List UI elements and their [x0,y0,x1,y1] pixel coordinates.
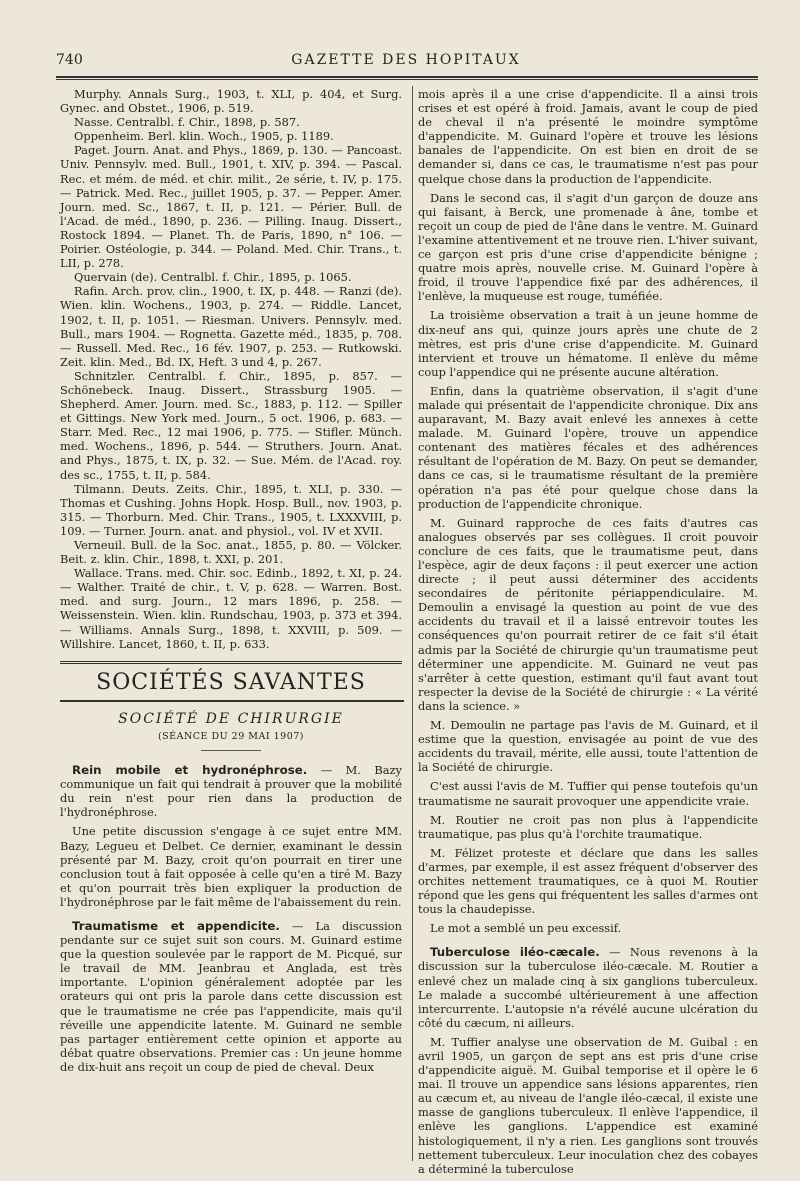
reference-entry: Verneuil. Bull. de la Soc. anat., 1855, p. 80. — Völcker. Beit. z. klin. Chir., 1898, t. XXI, p. 201. [60,538,402,567]
paragraph-text: M. Guinard rapproche de ces faits d'autres cas analogues observés par ses collègues. Il croit pouvoir conclure de ces faits, que le traumatisme peut, dans l'espèce, agir de deux façons : il peut exercer une action directe ; il peut aussi déterminer des accidents secondaires de péritonite périappendiculaire. M. Demoulin a envisagé la question au point de vue des accidents du travail et il a laissé entrevoir toutes les conséquences qu'on pourrait retirer de ce fait s'il était admis par la Société de chirurgie qu'un traumatisme peut déterminer une appendicite. M. Guinard ne veut pas s'arrêter à cette question, estimant qu'il faut avant tout respecter la devise de la Société de chirurgie : « La vérité dans la science. » [418,515,758,713]
session-date: (SÉANCE DU 29 MAI 1907) [157,730,305,742]
reference-entry: Wallace. Trans. med. Chir. soc. Edinb., 1892, t. XI, p. 24. — Walther. Traité de chir., t. V, p. 628. — Warren. Bost. med. and surg. Journ., 12 mars 1896, p. 258. — Weissenstein. Wien. klin. Rundschau, 1903, p. 373 et 394. — Williams. Annals Surg., 1898, t. XXVIII, p. 509. — Willshire. Lancet, 1860, t. II, p. 633. [60,566,402,651]
paragraph-heading: Traumatisme et appendicite. [72,918,280,933]
article-paragraph [60,763,402,819]
reference-entry: Oppenheim. Berl. klin. Woch., 1905, p. 1189. [74,129,334,144]
article-paragraph [418,921,758,935]
paragraph-heading: Rein mobile et hydronéphrose. [72,763,308,778]
paragraph-text: M. Routier ne croit pas non plus à l'appendicite traumatique, pas plus qu'à l'orchite traumatique. [418,812,758,841]
left-article-body [60,763,402,1074]
reference-entry: Murphy. Annals Surg., 1903, t. XLI, p. 404, et Surg. Gynec. and Obstet., 1906, p. 519. [60,87,402,116]
left-column [60,87,402,1079]
paragraph-heading: Tuberculose iléo-cæcale. [430,945,600,960]
reference-entry: Schnitzler. Centralbl. f. Chir., 1895, p. 857. — Schönebeck. Inaug. Dissert., Strassburg 1905. — Shepherd. Amer. Journ. med. Sc., 1883, p. 112. — Spiller et Gittings. New York med. Journ., 5 oct. 1906, p. 683. — Starr. Med. Rec., 12 mai 1906, p. 775. — Stifler. Münch. med. Wochens., 1896, p. 544. — Struthers. Journ. Anat. and Phys., 1875, t. IX, p. 32. — Sue. Mém. de l'Acad. roy. des sc., 1755, t. II, p. 584. [60,368,402,482]
reference-entry: Quervain (de). Centralbl. f. Chir., 1895, p. 1065. [74,270,352,285]
reference-entry: Nasse. Centralbl. f. Chir., 1898, p. 587. [74,115,300,130]
article-paragraph [418,718,758,774]
column-divider [412,86,413,1161]
paragraph-text: Enfin, dans la quatrième observation, il s'agit d'une malade qui présentait de l'appendicite chronique. Dix ans auparavant, M. Bazy avait enlevé les annexes à cette malade. M. Guinard l'opère, trouve un appendice contenant des matières fécales et des adhérences résultant de l'opération de M. Bazy. On peut se demander, dans ce cas, si le traumatisme résultant de la première opération n'a pas été pour quelque chose dans la production de l'appendicite chronique. [418,383,758,511]
article-paragraph [60,919,402,1074]
article-paragraph [418,308,758,378]
right-article-body [418,87,758,1176]
article-paragraph [418,779,758,807]
reference-entry: Paget. Journ. Anat. and Phys., 1869, p. 130. — Pancoast. Univ. Pennsylv. med. Bull., 1901, t. XIV, p. 394. — Pascal. Rec. et mém. de méd. et chir. milit., 2e série, t. IV, p. 175. — Patrick. Med. Rec., juillet 1905, p. 37. — Pepper. Amer. Journ. med. Sc., 1867, t. II, p. 121. — Périer. Bull. de l'Acad. de méd., 1890, p. 236. — Pilling. Inaug. Dissert., Rostock 1894. — Planet. Th. de Paris, 1890, n° 106. — Poirier. Ostéologie, p. 344. — Poland. Med. Chir. Trans., t. LII, p. 278. [60,143,402,271]
paragraph-text: — La discussion pendante sur ce sujet suit son cours. M. Guinard estime que la question soulevée par le rapport de M. Picqué, sur le travail de MM. Jeanbrau et Anglada, est très importante. L'opinion généralement adoptée par les orateurs qui ont pris la parole dans cette discussion est que le traumatisme ne crée pas l'appendicite, mais qu'il réveille une appendicite latente. M. Guinard ne semble pas partager entièrement cette opinion et apporte au débat quatre observations. Premier cas : Un jeune homme de dix-huit ans reçoit un coup de pied de cheval. Deux [60,918,402,1074]
section-title: SOCIÉTÉS SAVANTES [96,669,366,695]
paragraph-text: M. Félizet proteste et déclare que dans les salles d'armes, par exemple, il est assez fréquent d'observer des orchites nettement traumatiques, ce à quoi M. Routier répond que les gens qui fréquentent les salles d'armes ont tous la chaudepisse. [418,845,758,917]
article-paragraph [418,191,758,304]
reference-entry: Tilmann. Deuts. Zeits. Chir., 1895, t. XLI, p. 330. — Thomas et Cushing. Johns Hopk. Hosp. Bull., nov. 1903, p. 315. — Thorburn. Med. Chir. Trans., 1905, t. LXXXVIII, p. 109. — Turner. Journ. anat. and physiol., vol. IV et XVII. [60,481,402,538]
reference-list [60,87,402,651]
paragraph-text: — M. Bazy communique un fait qui tendrait à prouver que la mobilité du rein n'est pour rien dans la production de l'hydronéphrose. [60,763,402,820]
header-rule-thin [56,79,758,80]
header-rule [56,76,758,78]
article-paragraph [418,813,758,841]
short-rule [201,750,261,751]
page-number: 740 [56,52,83,68]
article-paragraph [418,516,758,713]
journal-title: GAZETTE DES HOPITAUX [291,52,521,68]
reference-entry: Rafin. Arch. prov. clin., 1900, t. IX, p. 448. — Ranzi (de). Wien. klin. Wochens., 1903, p. 274. — Riddle. Lancet, 1902, t. II, p. 1051. — Riesman. Univers. Pennsylv. med. Bull., mars 1904. — Rognetta. Gazette méd., 1835, p. 708. — Russell. Med. Rec., 16 fév. 1907, p. 253. — Rutkowski. Zeit. klin. Med., Bd. IX, Heft. 3 und 4, p. 267. [60,284,402,369]
right-column [418,87,758,1181]
article-paragraph [60,824,402,909]
paragraph-text: Dans le second cas, il s'agit d'un garçon de douze ans qui faisant, à Berck, une promenade à âne, tombe et reçoit un coup de pied de l'âne dans le ventre. M. Guinard l'examine attentivement et ne trouve rien. L'hiver suivant, ce garçon est pris d'une crise d'appendicite bénigne ; quatre mois après, nouvelle crise. M. Guinard l'opère à froid, il trouve l'appendice fixé par des adhérences, il l'enlève, la muqueuse est rouge, tuméfiée. [418,190,758,304]
article-paragraph [418,87,758,186]
article-paragraph [418,1035,758,1176]
paragraph-text: C'est aussi l'avis de M. Tuffier qui pense toutefois qu'un traumatisme ne saurait provoquer une appendicite vraie. [418,779,758,808]
paragraph-text: Le mot a semblé un peu excessif. [430,921,622,936]
paragraph-text: M. Tuffier analyse une observation de M. Guibal : en avril 1905, un garçon de sept ans est pris d'une crise d'appendicite aiguë. M. Guibal temporise et il opère le 6 mai. Il trouve un appendice sans lésions apparentes, rien au cæcum et, au niveau de l'angle iléo-cæcal, il existe une masse de ganglions tuberculeux. Il enlève l'appendice, il enlève les ganglions. L'appendice est examiné histologiquement, il n'y a rien. Les ganglions sont trouvés nettement tuberculeux. Leur inoculation chez des cobayes a déterminé la tuberculose [418,1034,758,1176]
paragraph-text: mois après il a une crise d'appendicite. Il a ainsi trois crises et est opéré à froid. Jamais, avant le coup de pied de cheval il n'a présenté le moindre symptôme d'appendicite. M. Guinard l'opère et trouve les lésions banales de l'appendicite. On est bien en droit de se demander si, dans ce cas, le traumatisme n'est pas pour quelque chose dans la production de l'appendicite. [418,87,758,186]
section-title-rule [60,700,404,702]
article-paragraph [418,945,758,1030]
society-title: SOCIÉTÉ DE CHIRURGIE [118,710,344,727]
paragraph-text: M. Demoulin ne partage pas l'avis de M. Guinard, et il estime que la question, envisagée au point de vue des accidents du travail, mérite, elle aussi, toute l'attention de la Société de chirurgie. [418,718,758,775]
paragraph-text: Une petite discussion s'engage à ce sujet entre MM. Bazy, Legueu et Delbet. Ce dernier, examinant le dessin présenté par M. Bazy, croit qu'on pourrait en tirer une conclusion tout à fait opposée à celle qu'en a tiré M. Bazy et qu'on pourrait très bien expliquer la production de l'hydronéphrose par le fait même de l'abaissement du rein. [60,824,402,909]
paragraph-text: — Nous revenons à la discussion sur la tuberculose iléo-cæcale. M. Routier a enlevé chez un malade cinq à six ganglions tuberculeux. Le malade a succombé ultérieurement à une affection intercurrente. L'autopsie n'a révélé aucune ulcération du côté du cæcum, ni ailleurs. [418,945,758,1030]
paragraph-text: La troisième observation a trait à un jeune homme de dix-neuf ans qui, quinze jours après une chute de 2 mètres, est pris d'une crise d'appendicite. M. Guinard intervient et trouve un hématome. Il enlève du même coup l'appendice qui ne présente aucune altération. [418,308,758,379]
section-rule [60,661,402,664]
page-header [56,52,756,74]
article-paragraph [418,384,758,511]
article-paragraph [418,846,758,916]
